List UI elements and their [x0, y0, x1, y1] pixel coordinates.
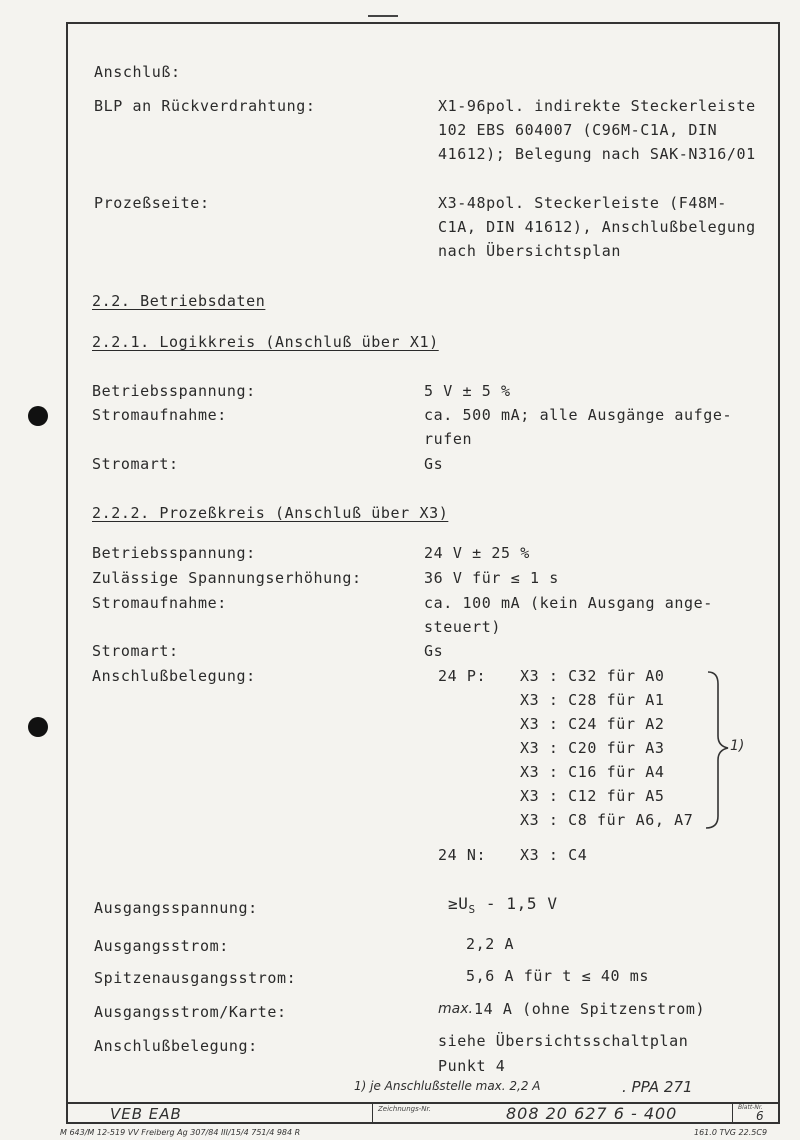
row-value: ca. 100 mA (kein Ausgang ange- [424, 594, 713, 612]
row-label: Stromart: [92, 455, 179, 473]
output-voltage-value [448, 894, 558, 920]
row-value: 2,2 A [466, 935, 515, 953]
section-title: 2.2. Betriebsdaten [92, 292, 266, 310]
title-block-divider [732, 1104, 733, 1124]
pin-row: X3 : C28 für A1 [520, 691, 665, 709]
section-title: 2.2.2. Prozeßkreis (Anschluß über X3) [92, 504, 449, 522]
row-value: Gs [424, 455, 444, 473]
row-value: siehe Übersichtsschaltplan [438, 1032, 689, 1050]
row-value: 24 V ± 25 % [424, 544, 530, 562]
row-label: Stromart: [92, 642, 179, 660]
drawing-number: 808 20 627 6 - 400 [506, 1104, 678, 1123]
row-label: Betriebsspannung: [92, 544, 256, 562]
drawing-number-label: Zeichnungs-Nr. [378, 1105, 431, 1113]
row-label: Betriebsspannung: [92, 382, 256, 400]
row-value: Punkt 4 [438, 1057, 506, 1075]
row-label: Stromaufnahme: [92, 594, 227, 612]
blp-value-line: X1-96pol. indirekte Steckerleiste [438, 97, 756, 115]
belegung-label: Anschlußbelegung: [92, 667, 256, 685]
pin-row: X3 : C4 [520, 846, 588, 864]
prozess-value-line: X3-48pol. Steckerleiste (F48M- [438, 194, 727, 212]
pin-row: X3 : C16 für A4 [520, 763, 665, 781]
row-label: Anschlußbelegung: [94, 1037, 258, 1055]
sheet-number-label: Blatt-Nr. [738, 1104, 763, 1111]
row-label: Zulässige Spannungserhöhung: [92, 569, 362, 587]
row-value: 36 V für ≤ 1 s [424, 569, 559, 587]
company-name: VEB EAB [110, 1105, 182, 1123]
prozess-value-line: C1A, DIN 41612), Anschlußbelegung [438, 218, 756, 236]
pin-row: X3 : C12 für A5 [520, 787, 665, 805]
output-voltage-text: $\ge U_S - 1,5$ V [448, 894, 558, 917]
title-block [66, 1102, 780, 1124]
footnote: 1) je Anschlußstelle max. 2,2 A [354, 1079, 541, 1093]
pin-row: X3 : C20 für A3 [520, 739, 665, 757]
brace-note: 1) [730, 738, 745, 754]
row-label: Ausgangsspannung: [94, 899, 258, 917]
row-label: Ausgangsstrom: [94, 937, 229, 955]
title-block-divider [372, 1104, 373, 1124]
pin-row: X3 : C32 für A0 [520, 667, 665, 685]
row-value: 5 V ± 5 % [424, 382, 511, 400]
row-value: ca. 500 mA; alle Ausgänge aufge- [424, 406, 733, 424]
row-value: 14 A (ohne Spitzenstrom) [474, 1000, 706, 1018]
prozess-value-line: nach Übersichtsplan [438, 242, 621, 260]
row-label: Ausgangsstrom/Karte: [94, 1003, 287, 1021]
blp-value-line: 102 EBS 604007 (C96M-C1A, DIN [438, 121, 718, 139]
blp-label: BLP an Rückverdrahtung: [94, 97, 316, 115]
row-label: Spitzenausgangsstrom: [94, 969, 297, 987]
sheet-number: 6 [756, 1109, 764, 1123]
prozess-label: Prozeßseite: [94, 194, 210, 212]
row-label: Stromaufnahme: [92, 406, 227, 424]
blp-value-line: 41612); Belegung nach SAK-N316/01 [438, 145, 756, 163]
row-value: steuert) [424, 618, 502, 636]
print-code-left: M 643/M 12-519 VV Freiberg Ag 307/84 III/15/4 751/4 984 R [60, 1128, 301, 1137]
row-value: Gs [424, 642, 444, 660]
handwritten-max: max. [438, 1001, 473, 1017]
pin-row: X3 : C8 für A6, A7 [520, 811, 694, 829]
pin-row: X3 : C24 für A2 [520, 715, 665, 733]
n-label: 24 N: [438, 846, 487, 864]
section-title: 2.2.1. Logikkreis (Anschluß über X1) [92, 333, 439, 351]
row-value: 5,6 A für t ≤ 40 ms [466, 967, 649, 985]
print-code-right: 161.0 TVG 22.5C9 [694, 1128, 768, 1137]
anschluss-heading: Anschluß: [94, 63, 181, 81]
ppa-note: . PPA 271 [622, 1078, 693, 1096]
p-label: 24 P: [438, 667, 487, 685]
row-value: rufen [424, 430, 473, 448]
